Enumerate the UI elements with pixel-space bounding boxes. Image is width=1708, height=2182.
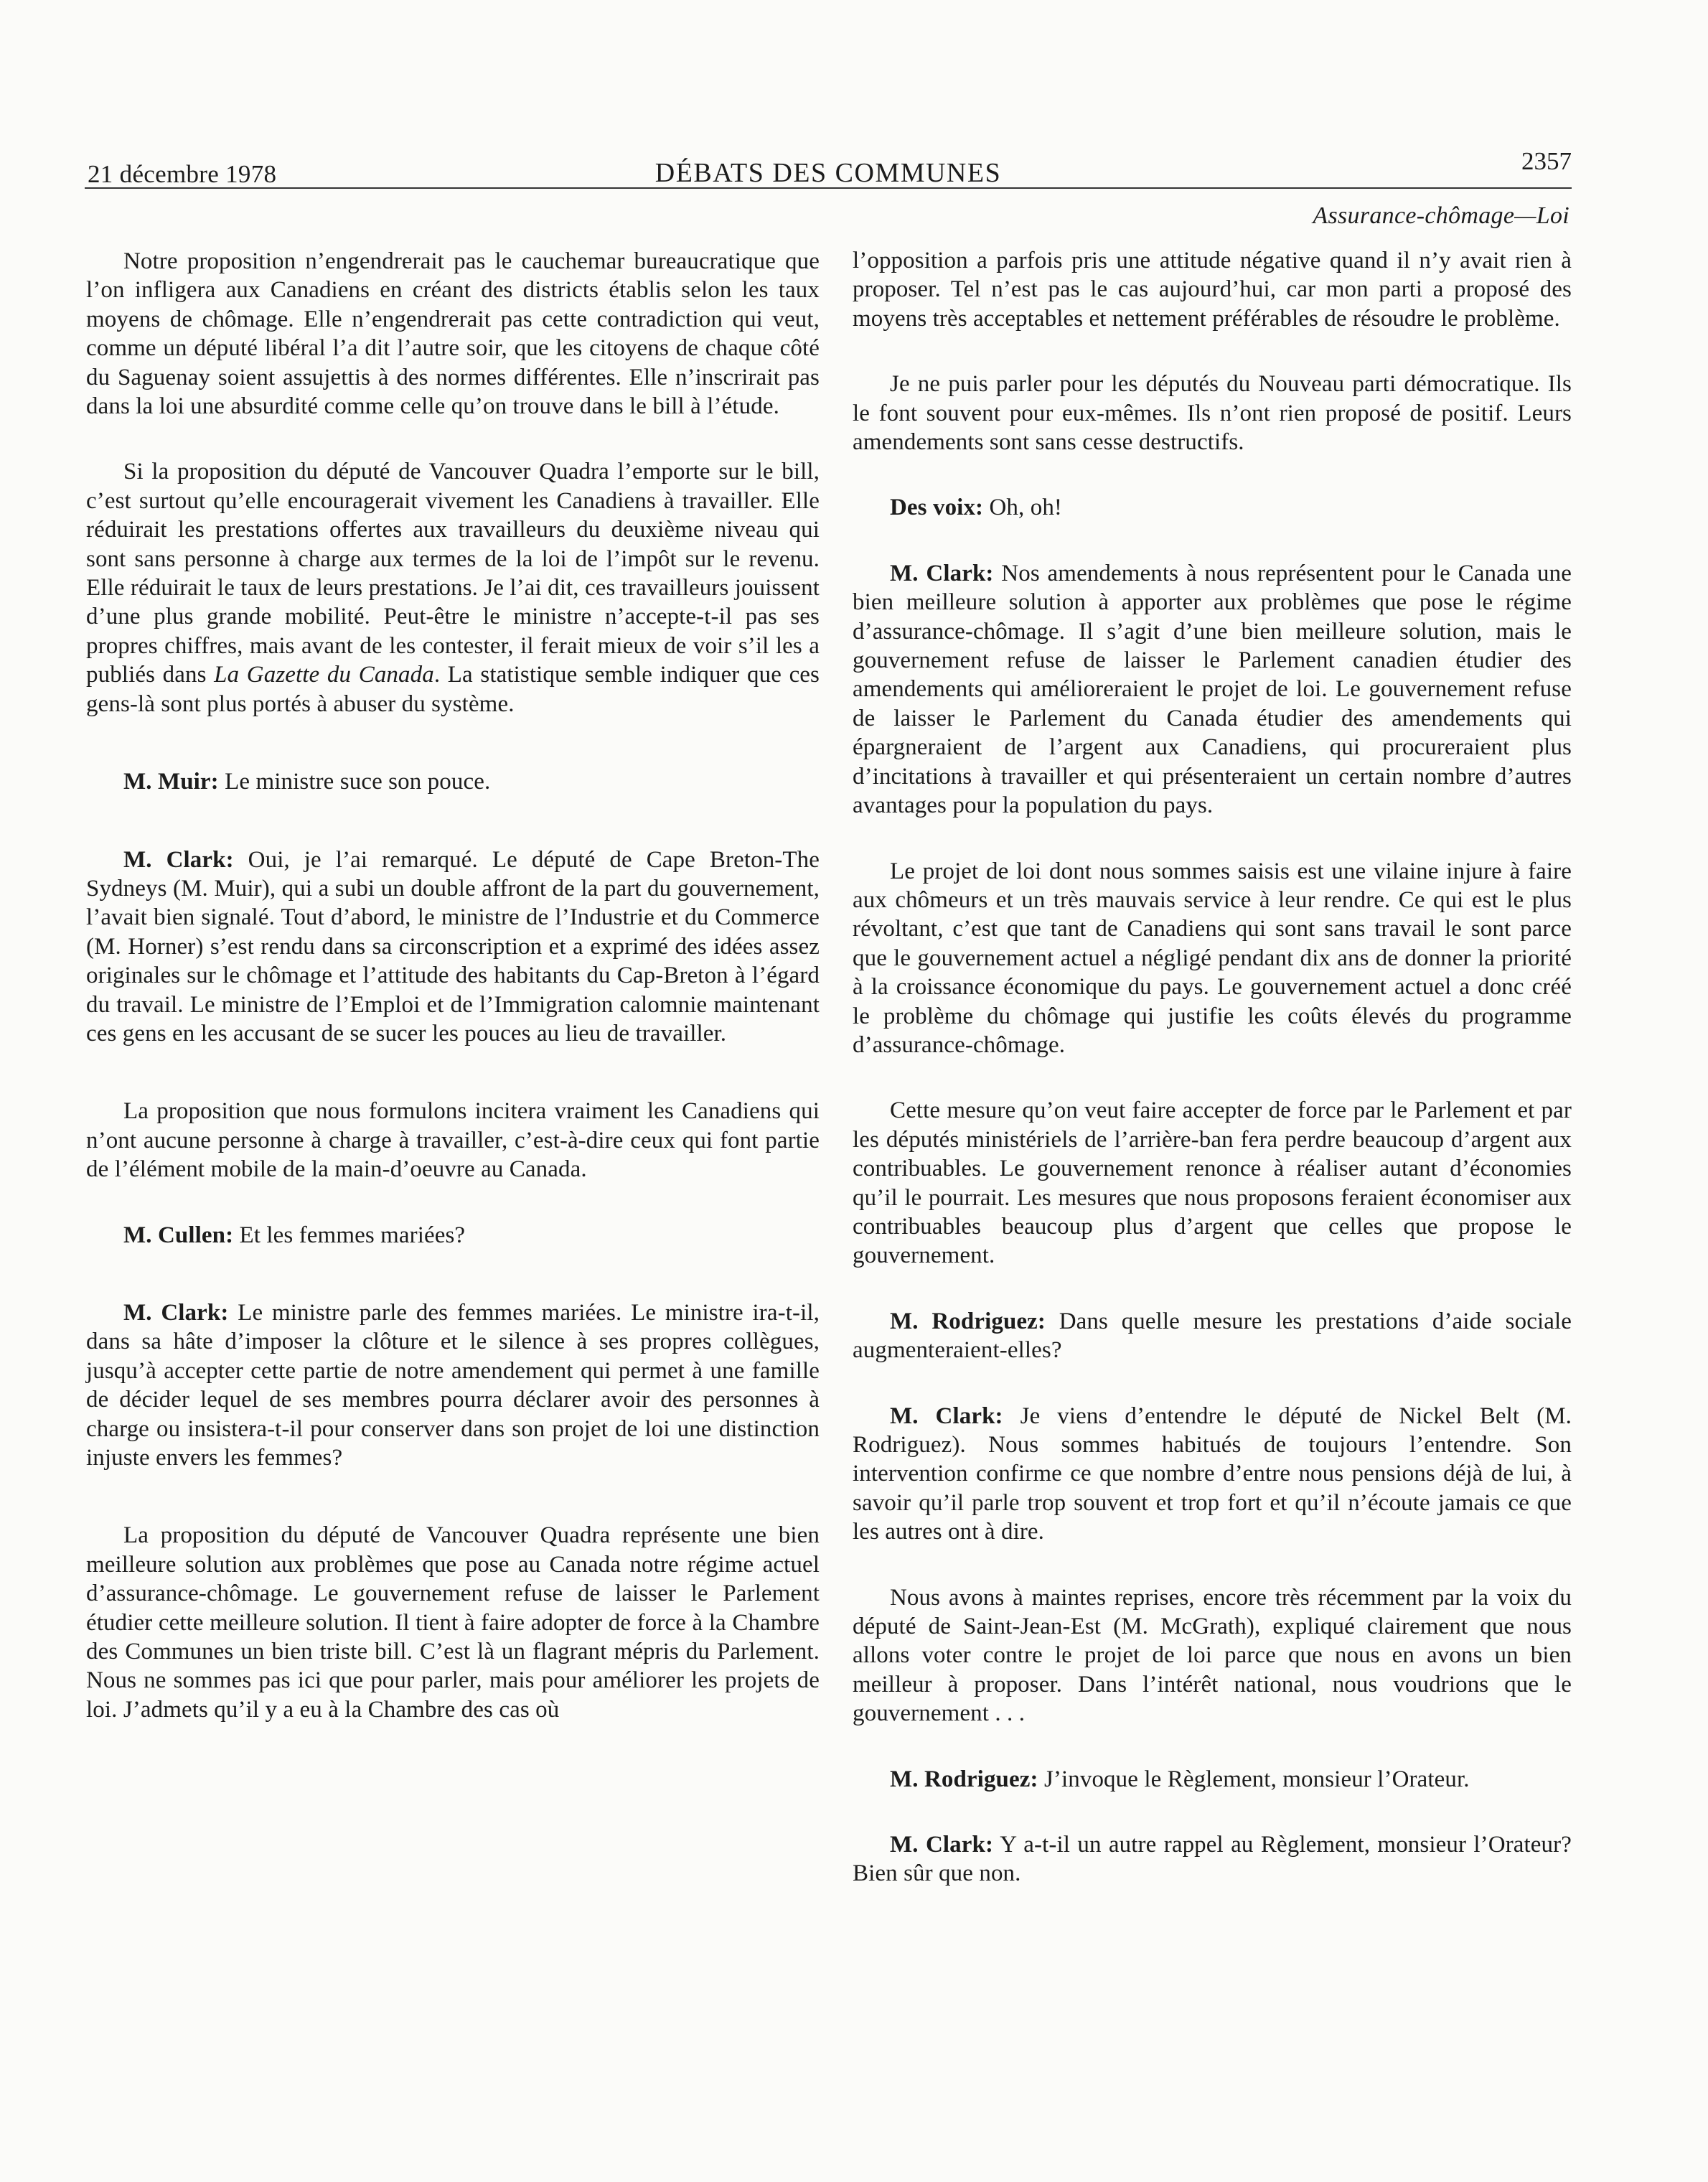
speech: [853, 1402, 1572, 1547]
speech-text: J’invoque le Règlement, monsieur l’Orateur.: [1043, 1766, 1470, 1792]
paragraph: [853, 370, 1572, 456]
speech-text: Nos amendements à nous représentent pour le Canada une bien meilleure solution à apporter aux problèmes que pose le régime d’assurance-chômage. Il s’agit d’une bien meilleure solution, mais le gouvernement refuse de laisser le Parlement canadien étudier des amendements qui amélioreraient le projet de loi. Le gouvernement refuse de laisser le Parlement du Canada étudier des amendements qui épargneraient de l’argent aux Canadiens, qui procureraient plus d’incitations à travailler et qui présenteraient un certain nombre d’autres avantages pour la population du pays.: [853, 560, 1572, 819]
speech: [86, 1221, 820, 1250]
speaker-name: M. Clark:: [123, 846, 234, 873]
speaker-name: M. Rodriguez:: [890, 1308, 1046, 1334]
paragraph-text: Je ne puis parler pour les députés du Nouveau parti démocratique. Ils le font souvent pour eux-mêmes. Ils n’ont rien proposé de positif. Leurs amendements sont sans cesse destructifs.: [853, 371, 1572, 456]
speech: [853, 493, 1572, 522]
paragraph: [86, 1521, 820, 1724]
speech: [86, 1298, 820, 1472]
speaker-name: M. Clark:: [123, 1299, 229, 1326]
speaker-name: M. Muir:: [123, 769, 219, 795]
speech: [853, 559, 1572, 820]
speech: [853, 1830, 1572, 1888]
paragraph-text: Cette mesure qu’on veut faire accepter de force par le Parlement et par les députés ministériels de l’arrière-ban fera perdre beaucoup d’argent aux contribuables. Le gouvernement renonce à réaliser autant d’économies qu’il le pourrait. Les mesures que nous proposons feraient économiser aux contribuables beaucoup plus d’argent que celles que propose le gouvernement.: [853, 1097, 1572, 1269]
page-number: 2357: [1521, 147, 1572, 175]
speaker-name: M. Rodriguez:: [890, 1766, 1038, 1792]
speech: [853, 1307, 1572, 1365]
header-rule: [85, 187, 1572, 189]
paragraph: [853, 1583, 1572, 1728]
speech: [86, 767, 820, 796]
speaker-name: M. Clark:: [890, 560, 994, 586]
paragraph-text: La proposition que nous formulons incitera vraiment les Canadiens qui n’ont aucune personne à charge à travailler, c’est-à-dire ceux qui font partie de l’élément mobile de la main-d’oeuvre au Canada.: [86, 1098, 820, 1183]
paragraph-text: La proposition du député de Vancouver Quadra représente une bien meilleure solution aux problèmes que pose au Canada notre régime actuel d’assurance-chômage. Le gouvernement refuse de laisser le Parlement étudier cette meilleure solution. Il tient à faire adopter de force à la Chambre des Communes un bien triste bill. C’est là un flagrant mépris du Parlement. Nous ne sommes pas ici que pour parler, mais pour améliorer les projets de loi. J’admets qu’il y a eu à la Chambre des cas où: [86, 1522, 820, 1723]
header-title: DÉBATS DES COMMUNES: [654, 158, 1002, 188]
paragraph: [86, 457, 820, 718]
subject-line: Assurance-chômage—Loi: [1313, 202, 1569, 229]
paragraph-text: l’opposition a parfois pris une attitude négative quand il n’y avait rien à proposer. Tel n’est pas le cas aujourd’hui, car mon parti a proposé des moyens très acceptables et nettement préférables de résoudre le problème.: [853, 248, 1572, 332]
paragraph: [853, 1096, 1572, 1270]
paragraph-text: Notre proposition n’engendrerait pas le cauchemar bureaucratique que l’on infligera aux Canadiens en créant des districts établis selon les taux moyens de chômage. Elle n’engendrerait pas cette contradiction qui veut, comme un député libéral l’a dit l’autre soir, que les citoyens de chaque côté du Saguenay soient assujettis à des normes différentes. Elle n’inscrirait pas dans la loi une absurdité comme celle qu’on trouve dans le bill à l’étude.: [86, 248, 820, 420]
speech-text: Et les femmes mariées?: [239, 1222, 466, 1248]
paragraph: [86, 1097, 820, 1184]
speaker-name: Des voix:: [890, 495, 984, 521]
paragraph: [853, 246, 1572, 333]
paragraph: [86, 247, 820, 421]
right-column: [853, 246, 1572, 1888]
speech-text: Oh, oh!: [989, 495, 1063, 521]
paragraph-text: Nous avons à maintes reprises, encore très récemment par la voix du député de Saint-Jean-Est (M. McGrath), expliqué clairement que nous allons voter contre le projet de loi parce que nous en avons un bien meilleur à proposer. Dans l’intérêt national, nous voudrions que le gouvernement . . .: [853, 1584, 1572, 1727]
speech-text: Oui, je l’ai remarqué. Le député de Cape Breton-The Sydneys (M. Muir), qui a subi un double affront de la part du gouvernement, l’avait bien signalé. Tout d’abord, le ministre de l’Industrie et du Commerce (M. Horner) s’est rendu dans sa circonscription et a exprimé des idées assez originales sur le chômage et l’attitude des habitants du Cap-Breton à l’égard du travail. Le ministre de l’Emploi et de l’Immigration calomnie maintenant ces gens en les accusant de se sucer les pouces au lieu de travailler.: [86, 846, 820, 1046]
speaker-name: M. Clark:: [890, 1832, 994, 1858]
speaker-name: M. Clark:: [890, 1403, 1003, 1429]
page-header: [85, 147, 1572, 190]
publication-title: La Gazette du Canada: [214, 662, 434, 688]
paragraph: [853, 857, 1572, 1060]
speech-text: Le ministre parle des femmes mariées. Le ministre ira-t-il, dans sa hâte d’imposer la clôture et le silence à ses propres collègues, jusqu’à accepter cette partie de notre amendement qui permet à une famille de décider lequel de ses membres pourra déclarer avoir des personnes à charge ou insistera-t-il pour conserver dans son projet de loi une distinction injuste envers les femmes?: [86, 1299, 820, 1471]
paragraph-text: Si la proposition du député de Vancouver Quadra l’emporte sur le bill, c’est surtout qu’elle encouragerait vivement les Canadiens à travailler. Elle réduirait les prestations offertes aux travailleurs du deuxième niveau qui sont sans personne à charge aux termes de la loi de l’impôt sur le revenu. Elle réduirait le taux de leurs prestations. Je l’ai dit, ces travailleurs jouissent d’une plus grande mobilité. Peut-être le ministre n’accepte-t-il pas ses propres chiffres, mais avant de les contester, il ferait mieux de voir s’il les a publiés dans La Gazette du Canada. La statistique semble indiquer que ces gens-là sont plus portés à abuser du système.: [86, 459, 820, 717]
paragraph-text: Le projet de loi dont nous sommes saisis est une vilaine injure à faire aux chômeurs et un très mauvais service à leur rendre. Ce qui est le plus révoltant, c’est que tant de Canadiens qui sont sans travail le sont parce que le gouvernement actuel a négligé pendant dix ans de donner la priorité à la croissance économique du pays. Le gouvernement actuel a donc créé le problème du chômage qui justifie les coûts élevés du programme d’assurance-chômage.: [853, 858, 1572, 1058]
speech: [853, 1765, 1572, 1794]
speech-text: Le ministre suce son pouce.: [225, 769, 491, 795]
left-column: [86, 247, 820, 1724]
speech-text: Y a-t-il un autre rappel au Règlement, monsieur l’Orateur? Bien sûr que non.: [853, 1832, 1572, 1887]
speaker-name: M. Cullen:: [123, 1222, 234, 1248]
speech-text: Je viens d’entendre le député de Nickel Belt (M. Rodriguez). Nous sommes habitués de toujours l’entendre. Son intervention confirme ce que nombre d’entre nous pensions déjà de lui, à savoir qu’il parle trop souvent et trop fort et qu’il n’écoute jamais ce que les autres ont à dire.: [853, 1403, 1572, 1545]
speech-text: Dans quelle mesure les prestations d’aide sociale augmenteraient-elles?: [853, 1308, 1572, 1364]
speech: [86, 846, 820, 1049]
header-date: 21 décembre 1978: [88, 160, 277, 188]
